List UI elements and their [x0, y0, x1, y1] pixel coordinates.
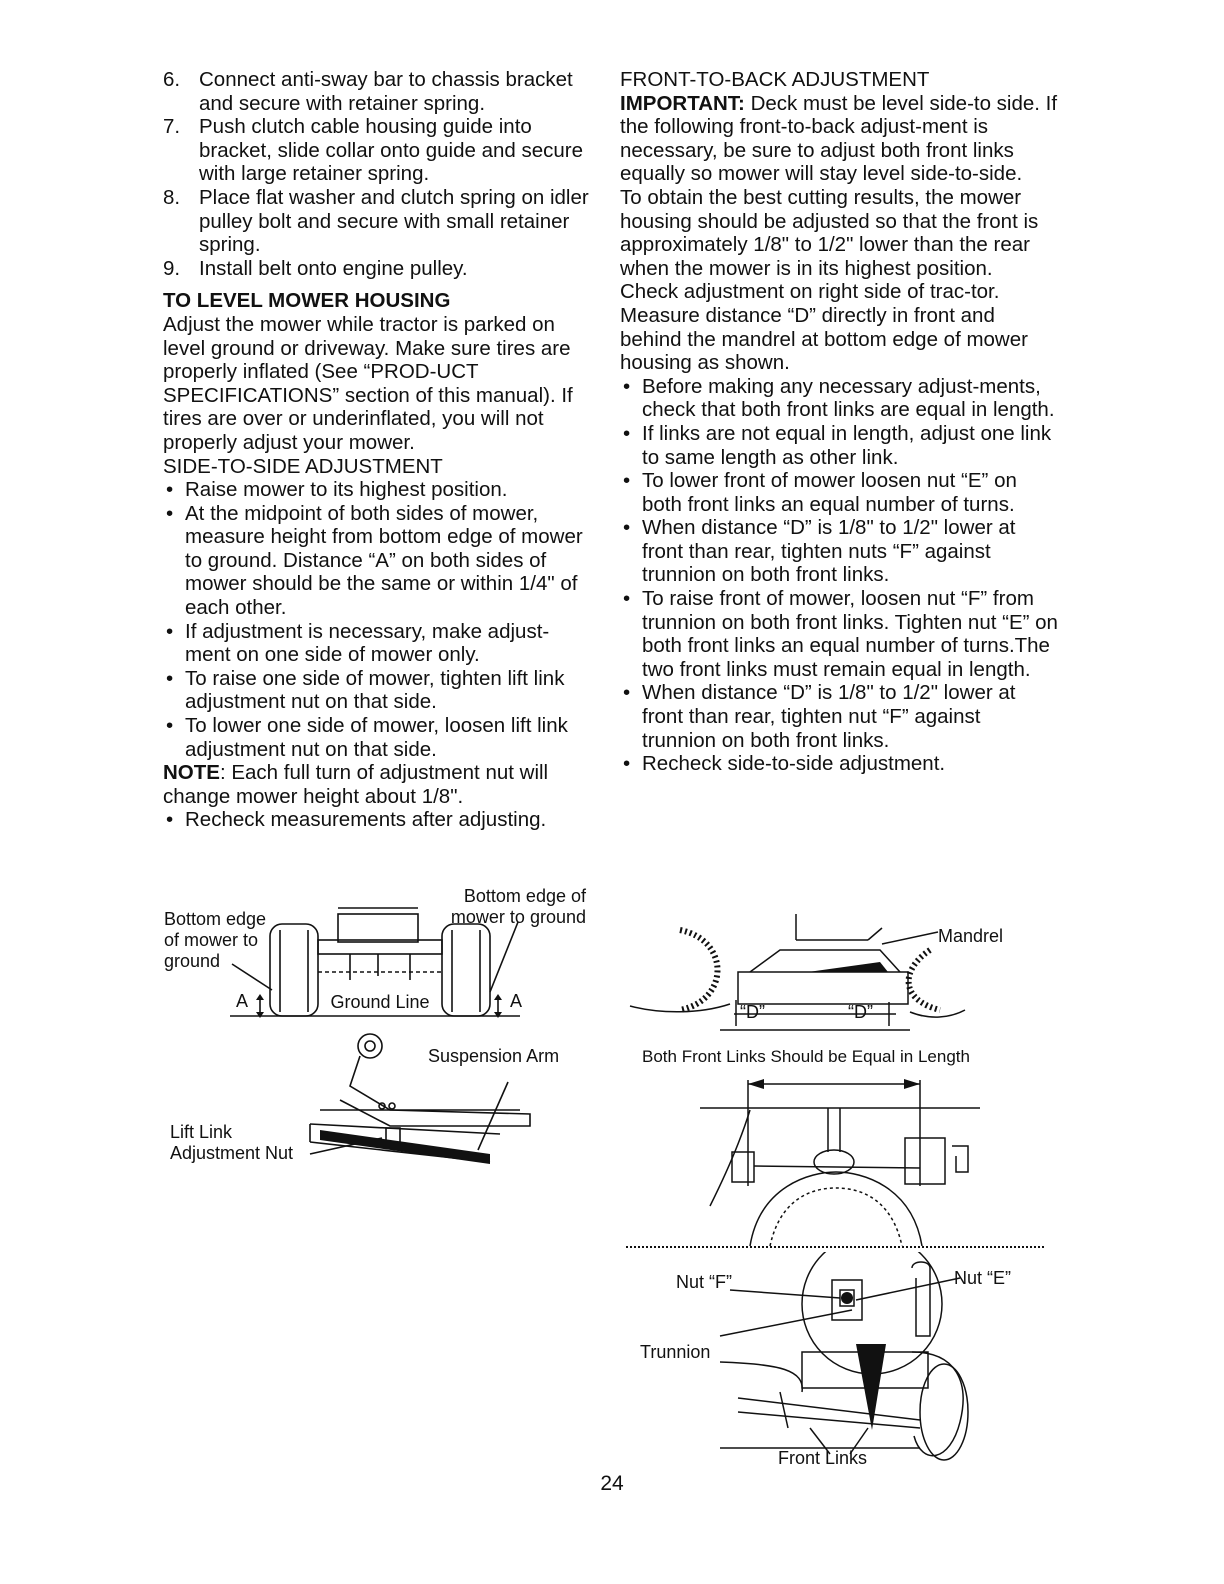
- front-links-label: Front Links: [778, 1448, 868, 1468]
- mandrel-label: Mandrel: [938, 926, 1004, 946]
- right-column: [620, 68, 1060, 776]
- nut-f-label: Nut “F”: [676, 1272, 732, 1292]
- note-label: NOTE: [163, 761, 220, 785]
- list-item: • If links are not equal in length, adjust one link to same length as other link.: [620, 422, 1060, 469]
- list-item: • Recheck side-to-side adjustment.: [620, 752, 1060, 776]
- list-item: 8. Place flat washer and clutch spring on idler pulley bolt and secure with small retainer spring.: [163, 185, 589, 257]
- best-results-paragraph: To obtain the best cutting results, the mower housing should be adjusted so that the front is approximately 1/8" to 1/2" lower than the rear when the mower is in its highest position.: [620, 185, 1039, 280]
- list-item: 7. Push clutch cable housing guide into bracket, slide collar onto guide and secure with large retainer spring.: [163, 115, 584, 186]
- list-item: • To raise front of mower, loosen nut “F” from trunnion on both front links. Tighten nut “E” on both front links an equal number of turns.The two front links must remain equal in length.: [620, 587, 1060, 681]
- list-item: 6. Connect anti-sway bar to chassis bracket and secure with retainer spring.: [163, 68, 573, 115]
- distance-d-front-label: “D”: [740, 1002, 765, 1022]
- mower-level-figure: [160, 880, 600, 1030]
- important-note: [620, 92, 1060, 186]
- list-item: • To raise one side of mower, tighten lift link adjustment nut on that side.: [163, 667, 593, 714]
- side-to-side-heading: SIDE-TO-SIDE ADJUSTMENT: [163, 454, 443, 478]
- section-heading: TO LEVEL MOWER HOUSING: [163, 289, 451, 313]
- page-number: 24: [600, 1472, 624, 1495]
- list-item: • When distance “D” is 1/8" to 1/2" lower at front than rear, tighten nut “F” against trunnion on both front links.: [620, 681, 1060, 752]
- distance-a-right-label: A: [510, 991, 523, 1011]
- distance-a-left-label: A: [236, 991, 249, 1011]
- mandrel-figure: [620, 910, 1040, 1035]
- list-item: • Raise mower to its highest position.: [163, 478, 593, 502]
- left-column: [163, 68, 593, 832]
- lift-link-label: Lift Link Adjustment Nut: [170, 1122, 294, 1163]
- recheck-bullets: [163, 808, 593, 832]
- list-item: 9. Install belt onto engine pulley.: [163, 256, 468, 280]
- list-item: • Before making any necessary adjust-ments, check that both front links are equal in length.: [620, 375, 1060, 422]
- list-item: • To lower one side of mower, loosen lift link adjustment nut on that side.: [163, 714, 593, 761]
- note: [163, 761, 593, 808]
- important-text: Deck must be level side-to side. If the following front-to-back adjust-ment is necessary, be sure to adjust both front links equally so mower will stay level side-to-side.: [620, 91, 1058, 186]
- suspension-arm-figure: [160, 1030, 600, 1180]
- front-links-figure: [690, 1076, 990, 1246]
- list-item: • To lower front of mower loosen nut “E” on both front links an equal number of turns.: [620, 469, 1060, 516]
- bottom-edge-left-label: Bottom edge of mower to ground: [164, 909, 267, 971]
- front-to-back-bullets: [620, 375, 1060, 776]
- check-paragraph: Check adjustment on right side of trac-tor. Measure distance “D” directly in front and behind the mandrel at bottom edge of mower housing as shown.: [620, 280, 1028, 375]
- nut-e-label: Nut “E”: [954, 1268, 1012, 1288]
- list-item: • If adjustment is necessary, make adjust-ment on one side of mower only.: [163, 620, 593, 667]
- important-label: IMPORTANT:: [620, 91, 745, 115]
- level-intro: Adjust the mower while tractor is parked on level ground or driveway. Make sure tires are properly inflated (See “PROD-UCT SPECIFICATIONS” section of this manual). If tires are over or underinflated, you will not properly adjust your mower.: [163, 312, 573, 454]
- front-to-back-heading: FRONT-TO-BACK ADJUSTMENT: [620, 68, 930, 91]
- trunnion-label: Trunnion: [640, 1342, 711, 1362]
- assembly-steps: [163, 68, 593, 280]
- note-text: : Each full turn of adjustment nut will change mower height about 1/8".: [163, 761, 549, 808]
- bottom-edge-right-label: Bottom edge of mower to ground: [450, 886, 586, 927]
- list-item: • Recheck measurements after adjusting.: [163, 808, 593, 832]
- nut-detail-figure: [630, 1252, 1050, 1472]
- figure-separator: [626, 1246, 1044, 1248]
- front-links-illustration: [690, 1076, 990, 1246]
- distance-d-rear-label: “D”: [848, 1002, 873, 1022]
- list-item: • At the midpoint of both sides of mower, measure height from bottom edge of mower to ground. Distance “A” on both sides of mower should be the same or within 1/4" of each other.: [163, 502, 593, 620]
- side-to-side-bullets: [163, 478, 593, 761]
- front-links-caption: Both Front Links Should be Equal in Length: [642, 1047, 970, 1066]
- suspension-arm-label: Suspension Arm: [428, 1046, 560, 1066]
- list-item: • When distance “D” is 1/8" to 1/2" lower at front than rear, tighten nuts “F” against trunnion on both front links.: [620, 516, 1060, 587]
- ground-line-label: Ground Line: [330, 992, 430, 1012]
